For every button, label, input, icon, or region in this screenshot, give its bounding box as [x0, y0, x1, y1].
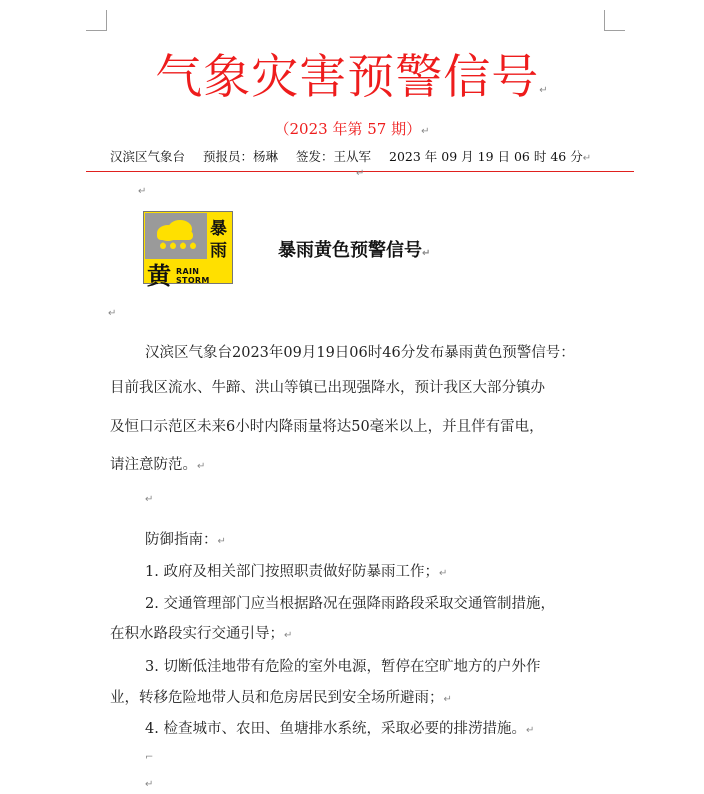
reporter: 预报员：杨琳 [203, 149, 279, 164]
paragraph-mark: ↵ [356, 168, 365, 179]
paragraph-mark: ↵ [138, 186, 147, 197]
signer: 签发：王从军 [296, 149, 372, 164]
body-line-text: 请注意防范。 [110, 457, 197, 473]
issue-meta-line [110, 147, 605, 165]
guide-item-text: 1. 政府及相关部门按照职责做好防暴雨工作； [145, 564, 439, 580]
guide-item-text: 4. 检查城市、农田、鱼塘排水系统，采取必要的排涝措施。 [145, 721, 526, 737]
paragraph-mark: ↵ [145, 779, 154, 790]
page-corner-top-right [604, 10, 625, 31]
paragraph-mark: ↵ [443, 694, 452, 705]
icon-char-bao: 暴 [210, 219, 227, 239]
issue-text: （2023 年第 57 期） [274, 120, 422, 138]
guide-item-2: 2. 交通管理部门应当根据路况在强降雨路段采取交通管制措施， [145, 596, 555, 612]
paragraph-mark: ↵ [438, 568, 448, 579]
guide-item-text: 业，转移危险地带人员和危房居民到安全场所避雨； [110, 690, 444, 706]
text-cursor-mark: ⌐ [145, 752, 154, 763]
paragraph-mark: ↵ [145, 494, 154, 505]
paragraph-mark: ↵ [582, 153, 592, 164]
guide-item-3: 3. 切断低洼地带有危险的室外电源，暂停在空旷地方的户外作 [145, 659, 541, 675]
signal-title-text: 暴雨黄色预警信号 [278, 240, 422, 261]
document-title [0, 40, 704, 107]
guide-heading [145, 528, 226, 549]
body-line: 及恒口示范区未来6小时内降雨量将达50毫米以上，并且伴有雷电， [110, 419, 544, 435]
icon-char-yu: 雨 [210, 241, 227, 261]
paragraph-mark: ↵ [525, 725, 535, 736]
signal-title [278, 236, 430, 262]
guide-item-4 [145, 717, 534, 738]
icon-english-label: RAIN STORM [176, 267, 210, 285]
paragraph-mark: ↵ [284, 630, 293, 641]
page-corner-top-left [86, 10, 107, 31]
org-name: 汉滨区气象台 [110, 149, 186, 164]
issue-datetime: 2023 年 09 月 19 日 06 时 46 分 [389, 149, 583, 164]
body-line-last [110, 453, 205, 474]
guide-item-text: 在积水路段实行交通引导； [110, 626, 284, 642]
paragraph-mark: ↵ [197, 461, 206, 472]
paragraph-mark: ↵ [422, 248, 431, 259]
guide-item-2-cont [110, 622, 292, 643]
paragraph-mark: ↵ [539, 85, 549, 96]
guide-item-1 [145, 560, 447, 581]
rainstorm-yellow-icon [143, 211, 233, 290]
paragraph-mark: ↵ [421, 126, 430, 137]
issue-number [0, 118, 704, 139]
icon-char-huang: 黄 [147, 262, 171, 290]
guide-item-3-cont [110, 686, 452, 707]
paragraph-mark: ↵ [217, 536, 226, 547]
title-text: 气象灾害预警信号 [155, 50, 540, 105]
cloud-rain-icon [150, 219, 202, 257]
guide-heading-text: 防御指南： [145, 532, 218, 548]
body-line: 目前我区流水、牛蹄、洪山等镇已出现强降水，预计我区大部分镇办 [110, 380, 545, 396]
weather-panel [145, 213, 207, 259]
body-line: 汉滨区气象台2023年09月19日06时46分发布暴雨黄色预警信号： [145, 345, 575, 361]
paragraph-mark: ↵ [108, 308, 117, 319]
